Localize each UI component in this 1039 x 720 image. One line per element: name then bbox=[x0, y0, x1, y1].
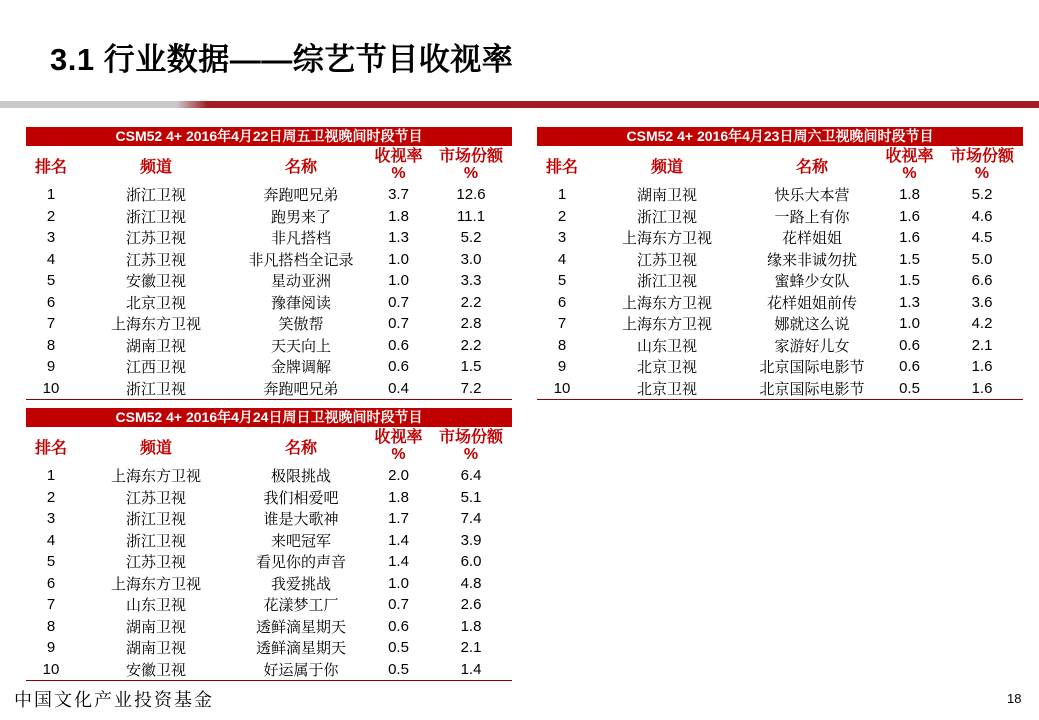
channel-cell: 山东卫视 bbox=[636, 337, 697, 355]
col-share-label: 市场份额 bbox=[438, 429, 503, 446]
program-name-cell: 我爱挑战 bbox=[270, 575, 331, 593]
title-divider-bar bbox=[0, 101, 1039, 108]
rank-cell: 9 bbox=[46, 639, 56, 657]
page-number: 18 bbox=[1007, 691, 1022, 706]
table-body bbox=[26, 465, 512, 680]
col-rating bbox=[366, 429, 431, 463]
rank-cell: 10 bbox=[553, 379, 571, 397]
rating-cell: 3.7 bbox=[388, 186, 409, 204]
share-cell: 5.0 bbox=[971, 250, 993, 268]
rank-cell: 8 bbox=[46, 617, 56, 635]
program-name-cell: 快乐大本营 bbox=[774, 187, 850, 205]
channel-cell: 江苏卫视 bbox=[125, 230, 186, 248]
table-row bbox=[26, 616, 512, 638]
rank-cell: 4 bbox=[46, 531, 56, 549]
program-name-cell: 北京国际电影节 bbox=[759, 359, 865, 377]
channel-cell: 江苏卫视 bbox=[125, 554, 186, 572]
channel-cell: 北京卫视 bbox=[125, 294, 186, 312]
rating-cell: 1.8 bbox=[388, 207, 409, 225]
program-name-cell: 豫葎阅读 bbox=[270, 294, 331, 312]
page-title: 3.1 行业数据——综艺节目收视率 bbox=[50, 42, 514, 77]
table-row bbox=[26, 356, 512, 378]
program-name-cell: 花漾梦工厂 bbox=[263, 597, 339, 615]
rating-cell: 0.5 bbox=[388, 660, 409, 678]
table-bottom-rule bbox=[537, 399, 1023, 400]
channel-cell: 江苏卫视 bbox=[636, 251, 697, 269]
rank-cell: 8 bbox=[46, 336, 56, 354]
table-row bbox=[26, 206, 512, 228]
channel-cell: 上海东方卫视 bbox=[110, 575, 201, 593]
table-body bbox=[537, 184, 1023, 399]
table-bottom-rule bbox=[26, 399, 512, 400]
channel-cell: 上海东方卫视 bbox=[621, 316, 712, 334]
channel-cell: 安徽卫视 bbox=[125, 661, 186, 679]
rating-cell: 1.5 bbox=[899, 272, 920, 290]
channel-cell: 安徽卫视 bbox=[125, 273, 186, 291]
table-row bbox=[26, 637, 512, 659]
rating-cell: 1.3 bbox=[899, 293, 920, 311]
rating-cell: 1.8 bbox=[388, 488, 409, 506]
channel-cell: 湖南卫视 bbox=[636, 187, 697, 205]
table-row bbox=[26, 530, 512, 552]
rank-cell: 4 bbox=[46, 250, 56, 268]
program-name-cell: 好运属于你 bbox=[263, 661, 339, 679]
channel-cell: 浙江卫视 bbox=[125, 208, 186, 226]
ratings-table-apr23 bbox=[537, 127, 1023, 400]
program-name-cell: 一路上有你 bbox=[774, 208, 850, 226]
table-row bbox=[26, 335, 512, 357]
share-cell: 1.5 bbox=[460, 358, 482, 376]
rank-cell: 7 bbox=[46, 315, 56, 333]
share-cell: 7.4 bbox=[460, 510, 482, 528]
rating-cell: 1.5 bbox=[899, 250, 920, 268]
program-name-cell: 天天向上 bbox=[270, 337, 331, 355]
share-cell: 4.5 bbox=[971, 229, 993, 247]
channel-cell: 上海东方卫视 bbox=[621, 230, 712, 248]
share-cell: 5.1 bbox=[460, 488, 482, 506]
rating-cell: 0.6 bbox=[388, 358, 409, 376]
column-headers bbox=[26, 146, 512, 184]
rating-cell: 0.7 bbox=[388, 596, 409, 614]
col-rating-unit: % bbox=[391, 165, 406, 182]
share-cell: 2.1 bbox=[460, 639, 482, 657]
col-name: 名称 bbox=[284, 439, 317, 457]
channel-cell: 江苏卫视 bbox=[125, 489, 186, 507]
share-cell: 5.2 bbox=[971, 186, 993, 204]
program-name-cell: 我们相爱吧 bbox=[263, 489, 339, 507]
share-cell: 1.8 bbox=[460, 617, 482, 635]
program-name-cell: 北京国际电影节 bbox=[759, 380, 865, 398]
channel-cell: 山东卫视 bbox=[125, 597, 186, 615]
col-rating bbox=[877, 148, 942, 182]
table-row bbox=[26, 249, 512, 271]
rating-cell: 0.5 bbox=[899, 379, 920, 397]
col-channel: 频道 bbox=[139, 439, 172, 457]
table-row bbox=[537, 270, 1023, 292]
program-name-cell: 谁是大歌神 bbox=[263, 511, 339, 529]
table-row bbox=[537, 184, 1023, 206]
column-headers bbox=[26, 427, 512, 465]
table-row bbox=[537, 227, 1023, 249]
col-channel: 频道 bbox=[139, 158, 172, 176]
rank-cell: 7 bbox=[557, 315, 567, 333]
rating-cell: 1.0 bbox=[388, 250, 409, 268]
program-name-cell: 奔跑吧兄弟 bbox=[263, 187, 339, 205]
share-cell: 11.1 bbox=[456, 207, 486, 225]
rating-cell: 1.0 bbox=[388, 574, 409, 592]
table-row bbox=[26, 487, 512, 509]
rank-cell: 6 bbox=[557, 293, 567, 311]
rank-cell: 2 bbox=[557, 207, 567, 225]
rating-cell: 0.6 bbox=[899, 358, 920, 376]
share-cell: 7.2 bbox=[460, 379, 482, 397]
rank-cell: 6 bbox=[46, 574, 56, 592]
table-row bbox=[537, 335, 1023, 357]
rank-cell: 7 bbox=[46, 596, 56, 614]
share-cell: 4.6 bbox=[971, 207, 993, 225]
channel-cell: 浙江卫视 bbox=[636, 208, 697, 226]
share-cell: 2.6 bbox=[460, 596, 482, 614]
col-rating-unit: % bbox=[902, 165, 917, 182]
program-name-cell: 奔跑吧兄弟 bbox=[263, 380, 339, 398]
col-rank: 排名 bbox=[34, 439, 67, 457]
rating-cell: 0.6 bbox=[899, 336, 920, 354]
program-name-cell: 花样姐姐前传 bbox=[766, 294, 857, 312]
col-share bbox=[942, 148, 1022, 182]
ratings-table-apr22 bbox=[26, 127, 512, 400]
channel-cell: 湖南卫视 bbox=[125, 337, 186, 355]
col-rating-unit: % bbox=[391, 446, 406, 463]
rank-cell: 9 bbox=[557, 358, 567, 376]
rating-cell: 1.6 bbox=[899, 229, 920, 247]
program-name-cell: 非凡搭档全记录 bbox=[248, 251, 354, 269]
rating-cell: 1.0 bbox=[899, 315, 920, 333]
channel-cell: 北京卫视 bbox=[636, 380, 697, 398]
rank-cell: 4 bbox=[557, 250, 567, 268]
table-row bbox=[537, 249, 1023, 271]
col-name: 名称 bbox=[284, 158, 317, 176]
rating-cell: 0.6 bbox=[388, 336, 409, 354]
rank-cell: 5 bbox=[557, 272, 567, 290]
share-cell: 6.4 bbox=[460, 467, 482, 485]
table-header: CSM52 4+ 2016年4月24日周日卫视晚间时段节目 bbox=[26, 408, 512, 427]
rating-cell: 1.0 bbox=[388, 272, 409, 290]
rank-cell: 1 bbox=[46, 186, 56, 204]
rank-cell: 8 bbox=[557, 336, 567, 354]
rating-cell: 1.4 bbox=[388, 531, 409, 549]
rank-cell: 2 bbox=[46, 207, 56, 225]
footer-logo: 中国文化产业投资基金 bbox=[14, 690, 214, 711]
channel-cell: 浙江卫视 bbox=[125, 380, 186, 398]
channel-cell: 上海东方卫视 bbox=[621, 294, 712, 312]
share-cell: 4.2 bbox=[971, 315, 993, 333]
rank-cell: 2 bbox=[46, 488, 56, 506]
program-name-cell: 笑傲帮 bbox=[278, 316, 324, 334]
table-row bbox=[537, 206, 1023, 228]
rating-cell: 2.0 bbox=[388, 467, 409, 485]
share-cell: 1.4 bbox=[460, 660, 482, 678]
ratings-table-apr24 bbox=[26, 408, 512, 681]
table-row bbox=[26, 508, 512, 530]
program-name-cell: 娜就这么说 bbox=[774, 316, 850, 334]
share-cell: 6.6 bbox=[971, 272, 993, 290]
share-cell: 1.6 bbox=[971, 379, 993, 397]
rating-cell: 0.7 bbox=[388, 315, 409, 333]
col-share-label: 市场份额 bbox=[949, 148, 1014, 165]
channel-cell: 上海东方卫视 bbox=[110, 468, 201, 486]
col-share bbox=[431, 429, 511, 463]
table-body bbox=[26, 184, 512, 399]
share-cell: 2.2 bbox=[460, 336, 482, 354]
rating-cell: 1.6 bbox=[899, 207, 920, 225]
channel-cell: 浙江卫视 bbox=[636, 273, 697, 291]
table-row bbox=[26, 551, 512, 573]
channel-cell: 湖南卫视 bbox=[125, 618, 186, 636]
col-share-unit: % bbox=[463, 165, 479, 182]
rank-cell: 9 bbox=[46, 358, 56, 376]
program-name-cell: 跑男来了 bbox=[270, 208, 331, 226]
program-name-cell: 家游好儿女 bbox=[774, 337, 850, 355]
rank-cell: 5 bbox=[46, 553, 56, 571]
program-name-cell: 非凡搭档 bbox=[270, 230, 331, 248]
rating-cell: 1.3 bbox=[388, 229, 409, 247]
rating-cell: 1.4 bbox=[388, 553, 409, 571]
rank-cell: 3 bbox=[46, 229, 56, 247]
program-name-cell: 看见你的声音 bbox=[255, 554, 346, 572]
table-row bbox=[26, 227, 512, 249]
share-cell: 2.2 bbox=[460, 293, 482, 311]
col-name: 名称 bbox=[795, 158, 828, 176]
table-row bbox=[26, 292, 512, 314]
rank-cell: 1 bbox=[557, 186, 567, 204]
program-name-cell: 来吧冠军 bbox=[270, 532, 331, 550]
share-cell: 2.1 bbox=[971, 336, 993, 354]
column-headers bbox=[537, 146, 1023, 184]
col-share-unit: % bbox=[974, 165, 990, 182]
program-name-cell: 蜜蜂少女队 bbox=[774, 273, 850, 291]
table-row bbox=[26, 573, 512, 595]
table-row bbox=[537, 292, 1023, 314]
program-name-cell: 透鲜滴星期天 bbox=[255, 640, 346, 658]
table-row bbox=[26, 465, 512, 487]
share-cell: 4.8 bbox=[460, 574, 482, 592]
channel-cell: 浙江卫视 bbox=[125, 532, 186, 550]
rank-cell: 3 bbox=[46, 510, 56, 528]
table-row bbox=[537, 313, 1023, 335]
table-row bbox=[26, 594, 512, 616]
table-header: CSM52 4+ 2016年4月22日周五卫视晚间时段节目 bbox=[26, 127, 512, 146]
table-row bbox=[26, 313, 512, 335]
table-row bbox=[26, 270, 512, 292]
channel-cell: 湖南卫视 bbox=[125, 640, 186, 658]
channel-cell: 江西卫视 bbox=[125, 359, 186, 377]
channel-cell: 江苏卫视 bbox=[125, 251, 186, 269]
channel-cell: 北京卫视 bbox=[636, 359, 697, 377]
table-row bbox=[26, 378, 512, 400]
table-header: CSM52 4+ 2016年4月23日周六卫视晚间时段节目 bbox=[537, 127, 1023, 146]
rating-cell: 1.8 bbox=[899, 186, 920, 204]
channel-cell: 浙江卫视 bbox=[125, 511, 186, 529]
table-row bbox=[537, 356, 1023, 378]
program-name-cell: 透鲜滴星期天 bbox=[255, 618, 346, 636]
col-share-label: 市场份额 bbox=[438, 148, 503, 165]
table-row bbox=[26, 659, 512, 681]
table-row bbox=[26, 184, 512, 206]
col-rating bbox=[366, 148, 431, 182]
program-name-cell: 金牌调解 bbox=[270, 359, 331, 377]
col-channel: 频道 bbox=[650, 158, 683, 176]
rank-cell: 3 bbox=[557, 229, 567, 247]
rating-cell: 0.6 bbox=[388, 617, 409, 635]
channel-cell: 上海东方卫视 bbox=[110, 316, 201, 334]
share-cell: 3.0 bbox=[460, 250, 482, 268]
share-cell: 3.3 bbox=[460, 272, 482, 290]
rating-cell: 0.5 bbox=[388, 639, 409, 657]
share-cell: 5.2 bbox=[460, 229, 482, 247]
rank-cell: 10 bbox=[42, 379, 60, 397]
channel-cell: 浙江卫视 bbox=[125, 187, 186, 205]
col-share bbox=[431, 148, 511, 182]
col-rating-label: 收视率 bbox=[374, 148, 423, 165]
share-cell: 3.9 bbox=[460, 531, 482, 549]
rank-cell: 6 bbox=[46, 293, 56, 311]
share-cell: 3.6 bbox=[971, 293, 993, 311]
share-cell: 1.6 bbox=[971, 358, 993, 376]
rating-cell: 0.4 bbox=[388, 379, 409, 397]
table-bottom-rule bbox=[26, 680, 512, 681]
share-cell: 2.8 bbox=[460, 315, 482, 333]
col-rank: 排名 bbox=[545, 158, 578, 176]
rank-cell: 10 bbox=[42, 660, 60, 678]
rank-cell: 5 bbox=[46, 272, 56, 290]
share-cell: 12.6 bbox=[456, 186, 486, 204]
col-rating-label: 收视率 bbox=[885, 148, 934, 165]
col-rank: 排名 bbox=[34, 158, 67, 176]
table-row bbox=[537, 378, 1023, 400]
program-name-cell: 缘来非诚勿扰 bbox=[766, 251, 857, 269]
rank-cell: 1 bbox=[46, 467, 56, 485]
col-rating-label: 收视率 bbox=[374, 429, 423, 446]
rating-cell: 1.7 bbox=[388, 510, 409, 528]
col-share-unit: % bbox=[463, 446, 479, 463]
rating-cell: 0.7 bbox=[388, 293, 409, 311]
program-name-cell: 极限挑战 bbox=[270, 468, 331, 486]
share-cell: 6.0 bbox=[460, 553, 482, 571]
program-name-cell: 花样姐姐 bbox=[781, 230, 842, 248]
program-name-cell: 星动亚洲 bbox=[270, 273, 331, 291]
